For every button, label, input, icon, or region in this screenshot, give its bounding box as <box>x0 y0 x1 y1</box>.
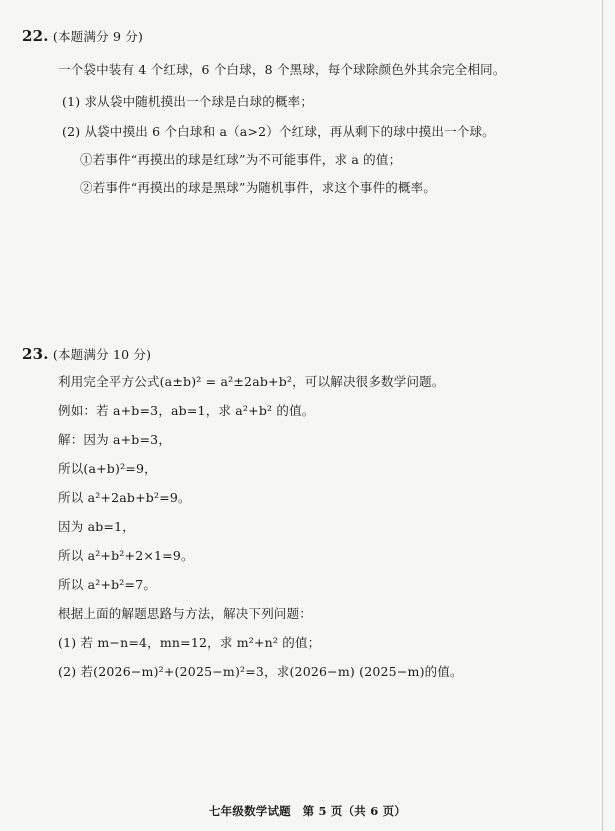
question-22-part-2: (2) 从袋中摸出 6 个白球和 a（a>2）个红球，再从剩下的球中摸出一个球。 <box>62 124 495 139</box>
question-23-line: 所以 a²+b²+2×1=9。 <box>58 548 194 563</box>
question-23-line: 解：因为 a+b=3， <box>58 432 172 447</box>
question-23-part-2: (2) 若(2026−m)²+(2025−m)²=3，求(2026−m) (2025−m)的值。 <box>58 664 463 679</box>
page-edge-line <box>602 0 603 831</box>
question-23-part-1: (1) 若 m−n=4，mn=12，求 m²+n² 的值； <box>58 635 321 650</box>
question-23-line: 所以 a²+2ab+b²=9。 <box>58 490 191 505</box>
question-23-number: 23. <box>22 345 49 363</box>
question-23-score: (本题满分 10 分) <box>52 347 152 362</box>
question-23-line: 根据上面的解题思路与方法，解决下列问题： <box>58 606 313 621</box>
question-23-line: 例如：若 a+b=3，ab=1，求 a²+b² 的值。 <box>58 403 315 418</box>
question-23-line: 所以(a+b)²=9， <box>58 461 157 476</box>
question-23-line: 利用完全平方公式(a±b)² = a²±2ab+b²，可以解决很多数学问题。 <box>58 374 445 389</box>
question-23-line: 所以 a²+b²=7。 <box>58 577 157 592</box>
question-22-part-1: (1) 求从袋中随机摸出一个球是白球的概率； <box>62 94 314 109</box>
question-23-line: 因为 ab=1， <box>58 519 135 534</box>
question-22-sub-1: ①若事件“再摸出的球是红球”为不可能事件，求 a 的值； <box>80 152 402 167</box>
question-23-heading <box>22 346 151 363</box>
question-22-heading <box>22 28 143 45</box>
question-22-score: (本题满分 9 分) <box>52 29 144 44</box>
question-22-sub-2: ②若事件“再摸出的球是黑球”为随机事件，求这个事件的概率。 <box>80 180 437 195</box>
question-22-number: 22. <box>22 27 49 45</box>
question-22-stem: 一个袋中装有 4 个红球，6 个白球，8 个黑球，每个球除颜色外其余完全相同。 <box>58 62 506 77</box>
page-footer: 七年级数学试题 第 5 页（共 6 页） <box>208 804 407 818</box>
